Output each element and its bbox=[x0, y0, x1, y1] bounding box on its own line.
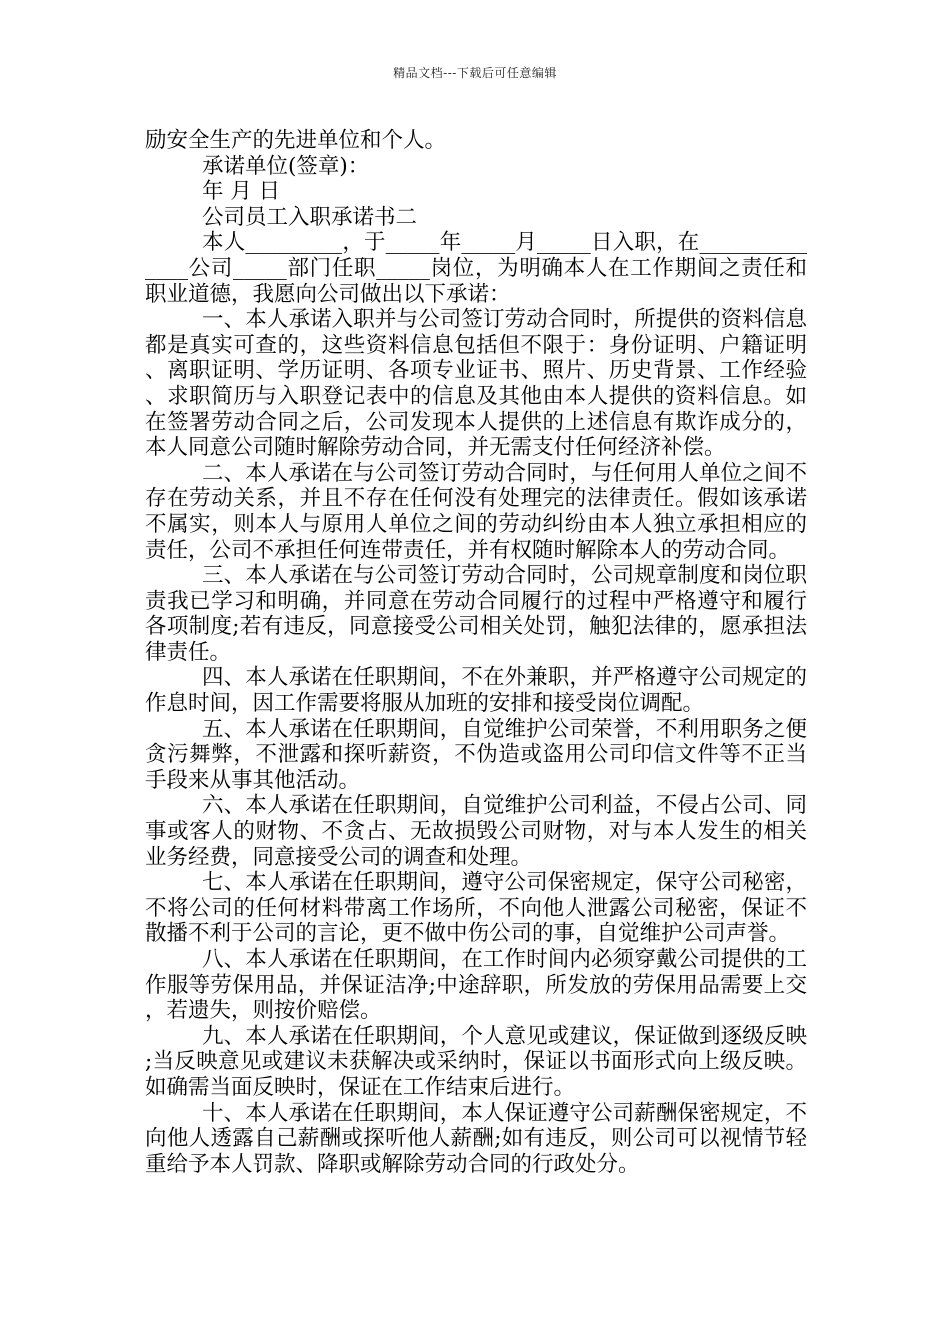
paragraph-item-8: 八、本人承诺在任职期间，在工作时间内必须穿戴公司提供的工作服等劳保用品，并保证洁净;中途辞职，所发放的劳保用品需要上交，若遗失，则按价赔偿。 bbox=[145, 947, 807, 1024]
paragraph-item-10: 十、本人承诺在任职期间，本人保证遵守公司薪酬保密规定，不向他人透露自己薪酬或探听他人薪酬;如有违反，则公司可以视情节轻重给予本人罚款、降职或解除劳动合同的行政处分。 bbox=[145, 1100, 807, 1177]
paragraph-date-line: 年 月 日 bbox=[202, 179, 281, 205]
paragraph-intro-tail: 励安全生产的先进单位和个人。 bbox=[145, 128, 447, 153]
page-header: 精品文档---下载后可任意编辑 bbox=[393, 66, 557, 80]
paragraph-declaration: 本人_________，于_____年_____月_____日入职，在______________公司_____部门任职_____岗位，为明确本人在工作期间之责任和职业道德，我愿向公司做出以下承诺： bbox=[145, 230, 807, 307]
paragraph-item-4: 四、本人承诺在任职期间，不在外兼职，并严格遵守公司规定的作息时间，因工作需要将服从加班的安排和接受岗位调配。 bbox=[145, 665, 807, 717]
paragraph-item-6: 六、本人承诺在任职期间，自觉维护公司利益，不侵占公司、同事或客人的财物、不贪占、无故损毁公司财物，对与本人发生的相关业务经费，同意接受公司的调查和处理。 bbox=[145, 793, 807, 870]
document-section-title: 公司员工入职承诺书二 bbox=[202, 204, 418, 230]
paragraph-item-5: 五、本人承诺在任职期间，自觉维护公司荣誉，不利用职务之便贪污舞弊，不泄露和探听薪资，不伪造或盗用公司印信文件等不正当手段来从事其他活动。 bbox=[145, 716, 807, 793]
paragraph-signature-unit: 承诺单位(签章)： bbox=[202, 153, 370, 179]
paragraph-item-3: 三、本人承诺在与公司签订劳动合同时，公司规章制度和岗位职责我已学习和明确，并同意在劳动合同履行的过程中严格遵守和履行各项制度;若有违反，同意接受公司相关处罚，触犯法律的，愿承担法律责任。 bbox=[145, 563, 807, 665]
paragraph-item-9: 九、本人承诺在任职期间，个人意见或建议，保证做到逐级反映;当反映意见或建议未获解决或采纳时，保证以书面形式向上级反映。如确需当面反映时，保证在工作结束后进行。 bbox=[145, 1023, 807, 1100]
paragraph-item-7: 七、本人承诺在任职期间，遵守公司保密规定，保守公司秘密，不将公司的任何材料带离工作场所，不向他人泄露公司秘密，保证不散播不利于公司的言论，更不做中伤公司的事，自觉维护公司声誉。 bbox=[145, 870, 807, 947]
document-body bbox=[145, 128, 807, 1177]
paragraph-item-1: 一、本人承诺入职并与公司签订劳动合同时，所提供的资料信息都是真实可查的，这些资料信息包括但不限于：身份证明、户籍证明、离职证明、学历证明、各项专业证书、照片、历史背景、工作经验、求职简历与入职登记表中的信息及其他由本人提供的资料信息。如在签署劳动合同之后，公司发现本人提供的上述信息有欺诈成分的，本人同意公司随时解除劳动合同，并无需支付任何经济补偿。 bbox=[145, 307, 807, 461]
paragraph-item-2: 二、本人承诺在与公司签订劳动合同时，与任何用人单位之间不存在劳动关系，并且不存在任何没有处理完的法律责任。假如该承诺不属实，则本人与原用人单位之间的劳动纠纷由本人独立承担相应的责任，公司不承担任何连带责任，并有权随时解除本人的劳动合同。 bbox=[145, 460, 807, 563]
